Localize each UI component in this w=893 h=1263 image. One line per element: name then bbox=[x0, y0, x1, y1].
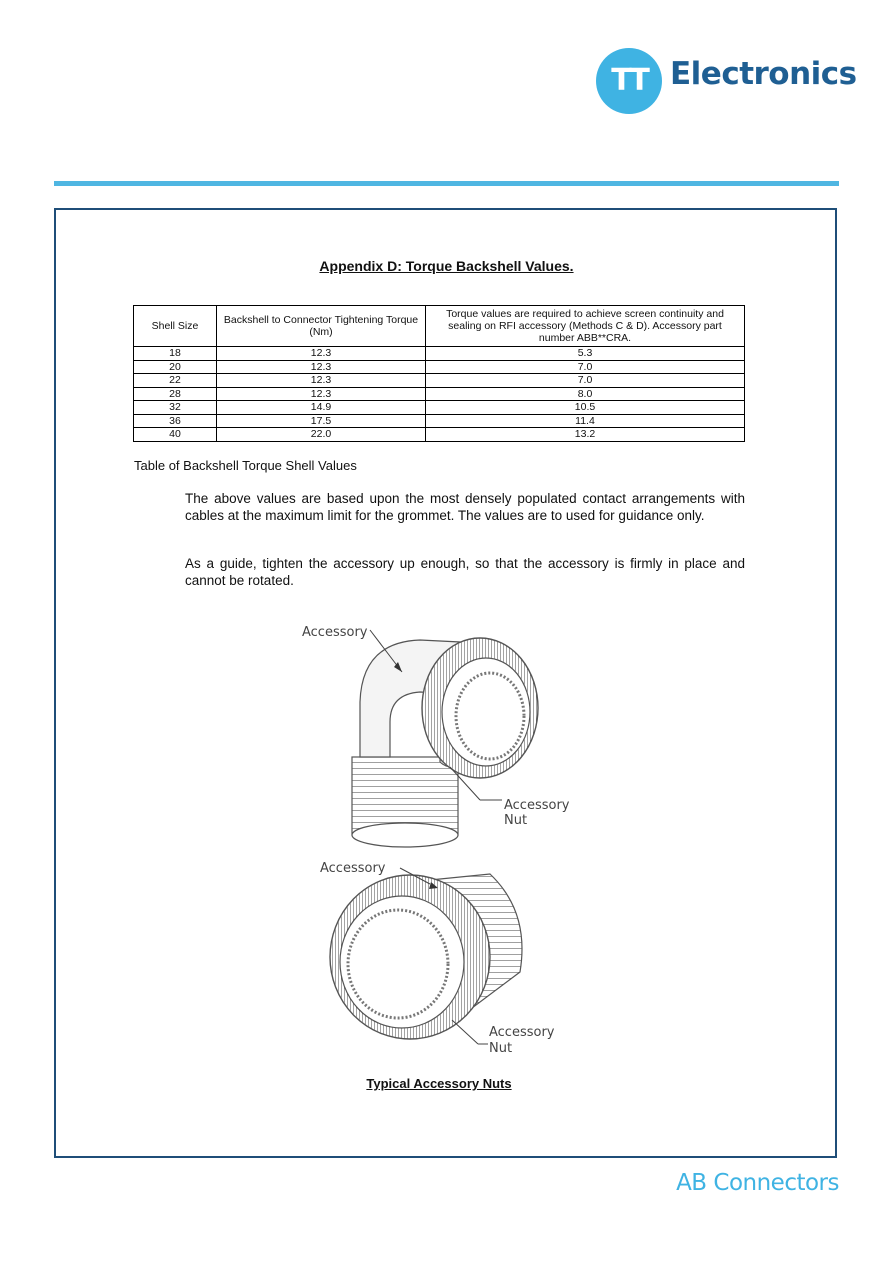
appendix-title: Appendix D: Torque Backshell Values. bbox=[319, 258, 574, 274]
cell-shell-size: 32 bbox=[134, 401, 217, 415]
table-row bbox=[134, 401, 745, 415]
tt-electronics-logo bbox=[596, 48, 857, 114]
header-rfi-torque: Torque values are required to achieve screen continuity and sealing on RFI accessory (Methods C & D). Accessory part number ABB**CRA. bbox=[426, 306, 745, 347]
tightening-paragraph: As a guide, tighten the accessory up enough, so that the accessory is firmly in place and cannot be rotated. bbox=[185, 556, 745, 588]
label-top-accessory: Accessory bbox=[302, 625, 368, 640]
straight-accessory-drawing bbox=[330, 868, 522, 1044]
label-bottom-nut-line2: Nut bbox=[489, 1041, 513, 1056]
table-row bbox=[134, 414, 745, 428]
cell-shell-size: 40 bbox=[134, 428, 217, 442]
cell-shell-size: 22 bbox=[134, 374, 217, 388]
cell-rfi-torque: 11.4 bbox=[426, 414, 745, 428]
header-tightening-torque: Backshell to Connector Tightening Torque (Nm) bbox=[217, 306, 426, 347]
table-caption: Table of Backshell Torque Shell Values bbox=[134, 458, 357, 473]
table-row bbox=[134, 374, 745, 388]
cell-rfi-torque: 13.2 bbox=[426, 428, 745, 442]
cell-shell-size: 18 bbox=[134, 347, 217, 361]
cell-tightening-torque: 12.3 bbox=[217, 347, 426, 361]
table-row bbox=[134, 387, 745, 401]
torque-table bbox=[133, 305, 745, 442]
table-row bbox=[134, 428, 745, 442]
cell-shell-size: 20 bbox=[134, 360, 217, 374]
label-bottom-nut-line1: Accessory bbox=[489, 1025, 555, 1040]
table-row bbox=[134, 360, 745, 374]
label-top-nut-line2: Nut bbox=[504, 813, 528, 828]
logo-word: Electronics bbox=[670, 56, 857, 92]
cell-rfi-torque: 8.0 bbox=[426, 387, 745, 401]
cell-rfi-torque: 7.0 bbox=[426, 374, 745, 388]
figure-caption: Typical Accessory Nuts bbox=[366, 1076, 512, 1091]
accessory-nut-illustration bbox=[290, 612, 610, 1082]
cell-tightening-torque: 17.5 bbox=[217, 414, 426, 428]
label-top-nut-line1: Accessory bbox=[504, 798, 570, 813]
footer-brand: AB Connectors bbox=[676, 1170, 839, 1196]
header-divider bbox=[54, 181, 839, 186]
label-bottom-accessory: Accessory bbox=[320, 861, 386, 876]
cell-shell-size: 28 bbox=[134, 387, 217, 401]
header-shell-size: Shell Size bbox=[134, 306, 217, 347]
cell-tightening-torque: 12.3 bbox=[217, 374, 426, 388]
logo-mark: TT bbox=[611, 63, 647, 98]
cell-tightening-torque: 14.9 bbox=[217, 401, 426, 415]
table-row bbox=[134, 347, 745, 361]
guidance-paragraph: The above values are based upon the most densely populated contact arrangements with cables at the maximum limit for the grommet. The values are to used for guidance only. bbox=[185, 491, 745, 523]
cell-rfi-torque: 5.3 bbox=[426, 347, 745, 361]
cell-tightening-torque: 22.0 bbox=[217, 428, 426, 442]
table-header-row bbox=[134, 306, 745, 347]
cell-tightening-torque: 12.3 bbox=[217, 360, 426, 374]
cell-rfi-torque: 7.0 bbox=[426, 360, 745, 374]
cell-rfi-torque: 10.5 bbox=[426, 401, 745, 415]
cell-tightening-torque: 12.3 bbox=[217, 387, 426, 401]
cell-shell-size: 36 bbox=[134, 414, 217, 428]
